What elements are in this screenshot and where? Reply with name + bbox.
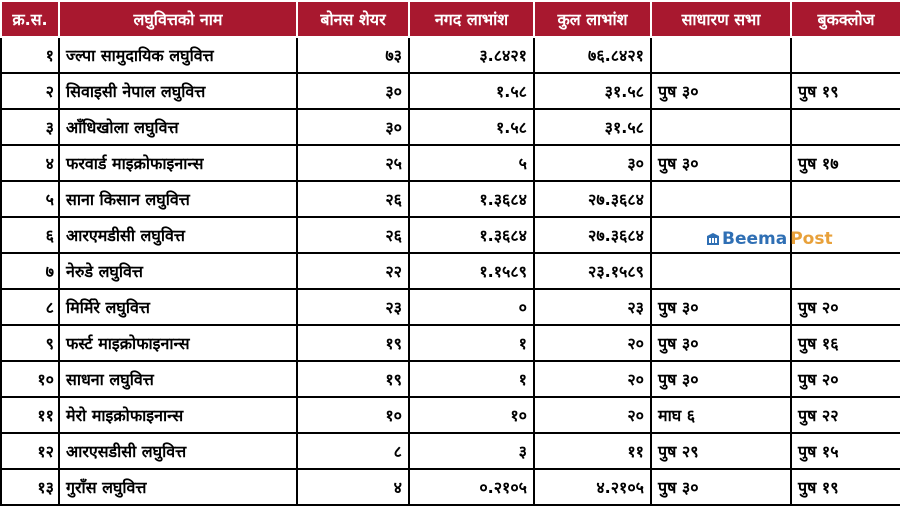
- header-name: लघुवित्तको नाम: [59, 1, 297, 37]
- table-row: [1, 37, 900, 73]
- header-row: [1, 1, 900, 37]
- table-row: [1, 73, 900, 109]
- cell-sn: १२: [1, 433, 59, 469]
- cell-sn: १३: [1, 469, 59, 505]
- cell-sn: ६: [1, 217, 59, 253]
- cell-bonus: ७३: [297, 37, 409, 73]
- cell-cash: ३: [409, 433, 534, 469]
- cell-total: २७.३६८४: [534, 217, 651, 253]
- cell-bookclose: पुष २२: [791, 397, 900, 433]
- table-row: [1, 145, 900, 181]
- table-row: [1, 469, 900, 505]
- cell-bonus: १९: [297, 361, 409, 397]
- cell-name: साधना लघुवित्त: [59, 361, 297, 397]
- cell-bonus: ८: [297, 433, 409, 469]
- cell-bookclose: पुष १५: [791, 433, 900, 469]
- cell-bookclose: पुष १९: [791, 469, 900, 505]
- cell-bonus: ४: [297, 469, 409, 505]
- cell-bonus: २३: [297, 289, 409, 325]
- cell-agm: पुष ३०: [651, 289, 791, 325]
- cell-sn: १: [1, 37, 59, 73]
- table-header: [1, 1, 900, 37]
- cell-sn: ४: [1, 145, 59, 181]
- cell-bonus: २६: [297, 217, 409, 253]
- cell-cash: १.३६८४: [409, 217, 534, 253]
- cell-cash: १.५८: [409, 109, 534, 145]
- table-row: [1, 253, 900, 289]
- cell-sn: ९: [1, 325, 59, 361]
- cell-name: नेरुडे लघुवित्त: [59, 253, 297, 289]
- cell-agm: [651, 253, 791, 289]
- cell-agm: पुष ३०: [651, 145, 791, 181]
- cell-bonus: २६: [297, 181, 409, 217]
- cell-bookclose: पुष १६: [791, 325, 900, 361]
- table-row: [1, 109, 900, 145]
- cell-cash: ३.८४२१: [409, 37, 534, 73]
- cell-agm: [651, 181, 791, 217]
- cell-total: २७.३६८४: [534, 181, 651, 217]
- cell-total: २३: [534, 289, 651, 325]
- cell-cash: १.१५८९: [409, 253, 534, 289]
- cell-total: २३.१५८९: [534, 253, 651, 289]
- cell-name: सिवाइसी नेपाल लघुवित्त: [59, 73, 297, 109]
- cell-bookclose: [791, 109, 900, 145]
- cell-sn: ११: [1, 397, 59, 433]
- cell-bonus: १०: [297, 397, 409, 433]
- cell-bookclose: [791, 37, 900, 73]
- header-sn: क्र.स.: [1, 1, 59, 37]
- table-row: [1, 325, 900, 361]
- cell-name: फर्स्ट माइक्रोफाइनान्स: [59, 325, 297, 361]
- cell-total: ३१.५८: [534, 73, 651, 109]
- cell-bookclose: [791, 181, 900, 217]
- cell-bonus: ३०: [297, 73, 409, 109]
- table-row: [1, 433, 900, 469]
- cell-bonus: २२: [297, 253, 409, 289]
- header-cash: नगद लाभांश: [409, 1, 534, 37]
- cell-bookclose: पुष २०: [791, 289, 900, 325]
- table-row: [1, 361, 900, 397]
- cell-name: आरएमडीसी लघुवित्त: [59, 217, 297, 253]
- cell-sn: ३: [1, 109, 59, 145]
- cell-name: आँधिखोला लघुवित्त: [59, 109, 297, 145]
- cell-total: २०: [534, 361, 651, 397]
- cell-cash: १: [409, 361, 534, 397]
- header-bookclose: बुकक्लोज: [791, 1, 900, 37]
- cell-cash: १.३६८४: [409, 181, 534, 217]
- cell-name: फरवार्ड माइक्रोफाइनान्स: [59, 145, 297, 181]
- cell-agm: [651, 109, 791, 145]
- header-agm: साधारण सभा: [651, 1, 791, 37]
- header-total: कुल लाभांश: [534, 1, 651, 37]
- beemapost-watermark: [707, 229, 833, 249]
- cell-cash: १: [409, 325, 534, 361]
- cell-name: मेरो माइक्रोफाइनान्स: [59, 397, 297, 433]
- cell-name: आरएसडीसी लघुवित्त: [59, 433, 297, 469]
- cell-name: मिर्मिरे लघुवित्त: [59, 289, 297, 325]
- building-icon: [707, 233, 719, 245]
- cell-sn: ८: [1, 289, 59, 325]
- cell-agm: पुष ३०: [651, 73, 791, 109]
- cell-bonus: १९: [297, 325, 409, 361]
- cell-bookclose: पुष २०: [791, 361, 900, 397]
- table-row: [1, 289, 900, 325]
- header-bonus: बोनस शेयर: [297, 1, 409, 37]
- cell-total: २०: [534, 325, 651, 361]
- cell-bonus: २५: [297, 145, 409, 181]
- cell-cash: ०.२१०५: [409, 469, 534, 505]
- cell-name: ज्ल्पा सामुदायिक लघुवित्त: [59, 37, 297, 73]
- table-body: [1, 37, 900, 505]
- cell-name: गुराँस लघुवित्त: [59, 469, 297, 505]
- cell-bonus: ३०: [297, 109, 409, 145]
- cell-cash: ५: [409, 145, 534, 181]
- cell-sn: ७: [1, 253, 59, 289]
- watermark-beema: Beema: [722, 229, 788, 249]
- cell-bookclose: पुष १९: [791, 73, 900, 109]
- watermark-post: Post: [790, 229, 833, 249]
- cell-sn: २: [1, 73, 59, 109]
- cell-agm: [651, 37, 791, 73]
- cell-cash: ०: [409, 289, 534, 325]
- cell-agm: पुष ३०: [651, 325, 791, 361]
- table-row: [1, 397, 900, 433]
- cell-agm: पुष २९: [651, 433, 791, 469]
- cell-bookclose: [791, 253, 900, 289]
- cell-agm: माघ ६: [651, 397, 791, 433]
- cell-sn: १०: [1, 361, 59, 397]
- cell-name: साना किसान लघुवित्त: [59, 181, 297, 217]
- cell-agm: पुष ३०: [651, 361, 791, 397]
- cell-cash: १०: [409, 397, 534, 433]
- cell-bookclose: पुष १७: [791, 145, 900, 181]
- cell-cash: १.५८: [409, 73, 534, 109]
- cell-total: २०: [534, 397, 651, 433]
- cell-total: ४.२१०५: [534, 469, 651, 505]
- cell-total: ३१.५८: [534, 109, 651, 145]
- table-row: [1, 181, 900, 217]
- cell-total: ११: [534, 433, 651, 469]
- cell-total: ३०: [534, 145, 651, 181]
- cell-agm: पुष ३०: [651, 469, 791, 505]
- cell-total: ७६.८४२१: [534, 37, 651, 73]
- cell-sn: ५: [1, 181, 59, 217]
